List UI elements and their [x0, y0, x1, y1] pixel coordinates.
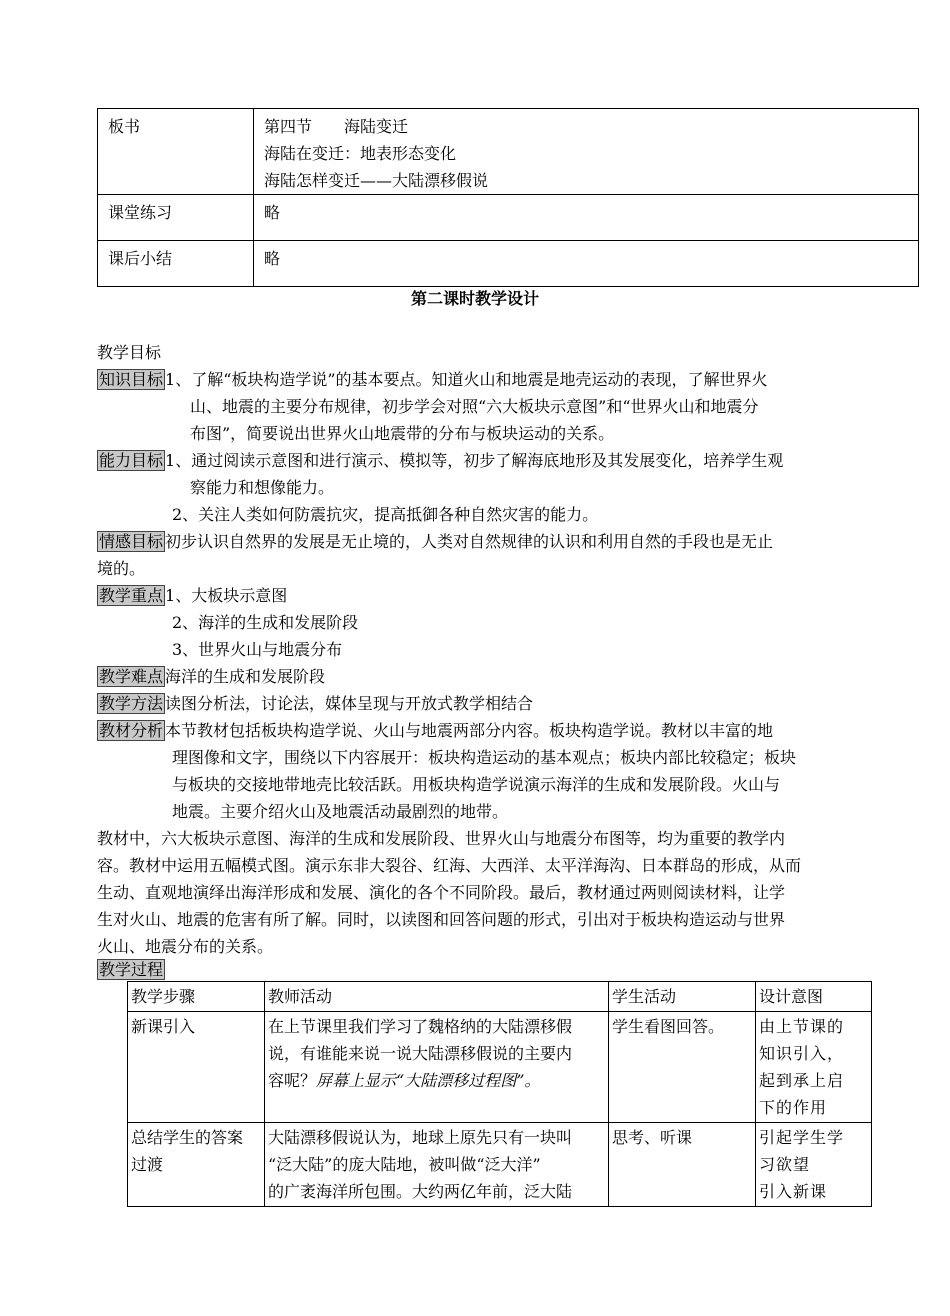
- row-content: [254, 195, 919, 241]
- step-cell: [128, 1123, 265, 1207]
- student-cell: [609, 1012, 756, 1123]
- row-label-text: 课堂练习: [108, 203, 173, 222]
- objective-text: 1、通过阅读示意图和进行演示、模拟等，初步了解海底地形及其发展变化，培养学生观: [165, 451, 784, 470]
- knowledge-objective-line: [97, 366, 768, 393]
- intent-text: 知识引入，: [759, 1044, 845, 1063]
- method-label: 教学方法: [99, 694, 164, 713]
- intent-text: 引起学生学: [759, 1128, 845, 1147]
- emotion-label: 情感目标: [99, 532, 164, 551]
- step-text: 过渡: [131, 1155, 164, 1174]
- body-text-line: 火山、地震分布的关系。: [97, 937, 274, 956]
- objective-text: 察能力和想像能力。: [190, 478, 335, 497]
- teacher-text: “泛大陆”的庞大陆地，被叫做“泛大洋”: [268, 1155, 541, 1174]
- objective-text: 2、关注人类如何防震抗灾，提高抵御各种自然灾害的能力。: [172, 505, 599, 524]
- difficulty-line: [97, 663, 325, 690]
- objective-text: 1、了解“板块构造学说”的基本要点。知道火山和地震是地壳运动的表现，了解世界火: [165, 370, 768, 389]
- intent-text: 由上节课的: [759, 1017, 845, 1036]
- row-label: [98, 241, 254, 287]
- analysis-text: 本节教材包括板块构造学说、火山与地震两部分内容。板块构造学说。教材以丰富的地: [165, 721, 774, 740]
- content-line: 略: [264, 249, 281, 268]
- teacher-text: 在上节课里我们学习了魏格纳的大陆漂移假: [268, 1017, 573, 1036]
- process-label: 教学过程: [99, 960, 164, 979]
- key-points-label: 教学重点: [99, 586, 164, 605]
- process-table: [127, 981, 872, 1207]
- objective-text: 初步认识自然界的发展是无止境的，人类对自然规律的认识和利用自然的手段也是无止: [165, 532, 774, 551]
- key-point-text: 2、海洋的生成和发展阶段: [172, 613, 359, 632]
- table-header-row: [128, 982, 872, 1012]
- analysis-text: 地震。主要介绍火山及地震活动最剧烈的地带。: [172, 802, 509, 821]
- column-header: 学生活动: [609, 982, 756, 1012]
- screen-display-note: 屏幕上显示“大陆漂移过程图”。: [316, 1071, 541, 1090]
- column-header: 教师活动: [265, 982, 609, 1012]
- difficulty-text: 海洋的生成和发展阶段: [165, 667, 326, 686]
- emotion-objective-line: [97, 528, 773, 555]
- teacher-text: 说，有谁能来说一说大陆漂移假说的主要内: [268, 1044, 573, 1063]
- intent-text: 习欲望: [759, 1155, 811, 1174]
- content-line: 海陆在变迁：地表形态变化: [264, 144, 457, 163]
- teacher-cell: [265, 1012, 609, 1123]
- intent-cell: [756, 1123, 872, 1207]
- analysis-text: 理图像和文字，围绕以下内容展开：板块构造运动的基本观点；板块内部比较稳定；板块: [172, 748, 797, 767]
- table-row: [98, 241, 919, 287]
- student-text: 学生看图回答。: [612, 1017, 725, 1036]
- table-row: [128, 1012, 872, 1123]
- objective-text: 布图”，简要说出世界火山地震带的分布与板块运动的关系。: [190, 424, 615, 443]
- key-points-line: [97, 582, 287, 609]
- knowledge-label: 知识目标: [99, 370, 164, 389]
- ability-label: 能力目标: [99, 451, 164, 470]
- table-row: [98, 195, 919, 241]
- teacher-cell: [265, 1123, 609, 1207]
- body-text-line: 生动、直观地演绎出海洋形成和发展、演化的各个不同阶段。最后，教材通过两则阅读材料，让学: [97, 883, 786, 902]
- method-line: [97, 690, 533, 717]
- key-point-text: 3、世界火山与地震分布: [172, 640, 343, 659]
- column-header: 设计意图: [756, 982, 872, 1012]
- section-title: 第二课时教学设计: [410, 289, 539, 308]
- table-row: [128, 1123, 872, 1207]
- teacher-text: 的广袤海洋所包围。大约两亿年前，泛大陆: [268, 1182, 573, 1201]
- body-text-line: 教材中，六大板块示意图、海洋的生成和发展阶段、世界火山与地震分布图等，均为重要的教学内: [97, 829, 786, 848]
- row-label: [98, 109, 254, 195]
- column-header: 教学步骤: [128, 982, 265, 1012]
- teacher-text: 大陆漂移假说认为，地球上原先只有一块叫: [268, 1128, 573, 1147]
- intent-text: 引入新课: [759, 1182, 828, 1201]
- lesson-summary-table: [97, 108, 919, 287]
- method-text: 读图分析法，讨论法，媒体呈现与开放式教学相结合: [165, 694, 534, 713]
- objective-text: 境的。: [97, 559, 146, 578]
- student-text: 思考、听课: [612, 1128, 693, 1147]
- intent-text: 起到承上启: [759, 1071, 845, 1090]
- difficulty-label: 教学难点: [99, 667, 164, 686]
- key-point-text: 1、大板块示意图: [165, 586, 288, 605]
- content-line: 海陆怎样变迁——大陆漂移假说: [264, 171, 489, 190]
- body-text-line: 容。教材中运用五幅模式图。演示东非大裂谷、红海、大西洋、太平洋海沟、日本群岛的形成，从而: [97, 856, 802, 875]
- row-label-text: 板书: [108, 117, 141, 136]
- teacher-text-line: [268, 1067, 605, 1094]
- student-cell: [609, 1123, 756, 1207]
- ability-objective-line: [97, 447, 783, 474]
- content-line: 略: [264, 203, 281, 222]
- intent-cell: [756, 1012, 872, 1123]
- objective-text: 山、地震的主要分布规律，初步学会对照“六大板块示意图”和“世界火山和地震分: [190, 397, 759, 416]
- intent-text: 下的作用: [759, 1098, 828, 1117]
- objectives-heading: 教学目标: [97, 343, 162, 362]
- step-text: 总结学生的答案: [131, 1128, 244, 1147]
- step-text: 新课引入: [131, 1017, 196, 1036]
- analysis-line: [97, 717, 773, 744]
- step-cell: [128, 1012, 265, 1123]
- analysis-text: 与板块的交接地带地壳比较活跃。用板块构造学说演示海洋的生成和发展阶段。火山与: [172, 775, 781, 794]
- row-label-text: 课后小结: [108, 249, 173, 268]
- row-label: [98, 195, 254, 241]
- table-row: [98, 109, 919, 195]
- row-content: [254, 109, 919, 195]
- row-content: [254, 241, 919, 287]
- teacher-text: 容呢？: [268, 1071, 317, 1090]
- process-heading: [97, 956, 165, 983]
- analysis-label: 教材分析: [99, 721, 164, 740]
- body-text-line: 生对火山、地震的危害有所了解。同时，以读图和回答问题的形式，引出对于板块构造运动与世界: [97, 910, 786, 929]
- content-line: 第四节 海陆变迁: [264, 117, 409, 136]
